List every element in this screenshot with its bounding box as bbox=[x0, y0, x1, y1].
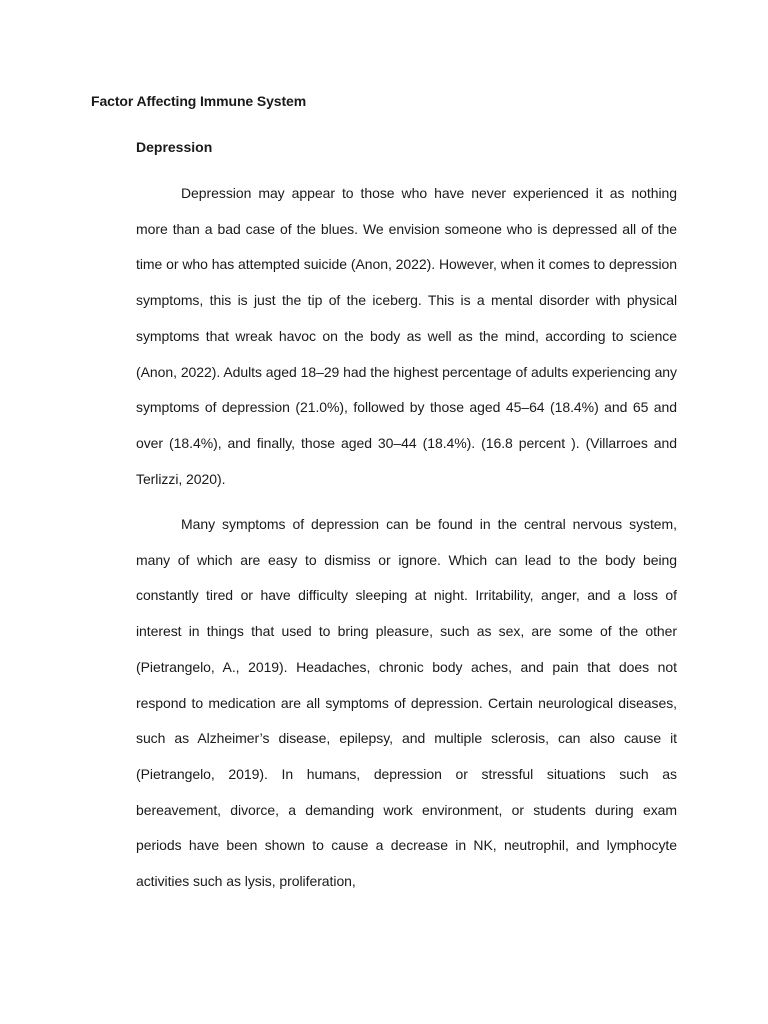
body-paragraph-2: Many symptoms of depression can be found in the central nervous system, many of which are easy to dismiss or ignore. Which can lead to the body being constantly tired or have difficulty sleeping at night. Irritability, anger, and a loss of interest in things that used to bring pleasure, such as sex, are some of the other (Pietrangelo, A., 2019). Headaches, chronic body aches, and pain that does not respond to medication are all symptoms of depression. Certain neurological diseases, such as Alzheimer’s disease, epilepsy, and multiple sclerosis, can also cause it (Pietrangelo, 2019). In humans, depression or stressful situations such as bereavement, divorce, a demanding work environment, or students during exam periods have been shown to cause a decrease in NK, neutrophil, and lymphocyte activities such as lysis, proliferation, bbox=[136, 516, 677, 890]
body-paragraph-1: Depression may appear to those who have never experienced it as nothing more than a bad case of the blues. We envision someone who is depressed all of the time or who has attempted suicide (Anon, 2022). However, when it comes to depression symptoms, this is just the tip of the iceberg. This is a mental disorder with physical symptoms that wreak havoc on the body as well as the mind, according to science (Anon, 2022). Adults aged 18–29 had the highest percentage of adults experiencing any symptoms of depression (21.0%), followed by those aged 45–64 (18.4%) and 65 and over (18.4%), and finally, those aged 30–44 (18.4%). (16.8 percent ). (Villarroes and Terlizzi, 2020). bbox=[136, 185, 677, 487]
section-heading-depression: Depression bbox=[136, 139, 213, 155]
document-title: Factor Affecting Immune System bbox=[91, 93, 307, 109]
